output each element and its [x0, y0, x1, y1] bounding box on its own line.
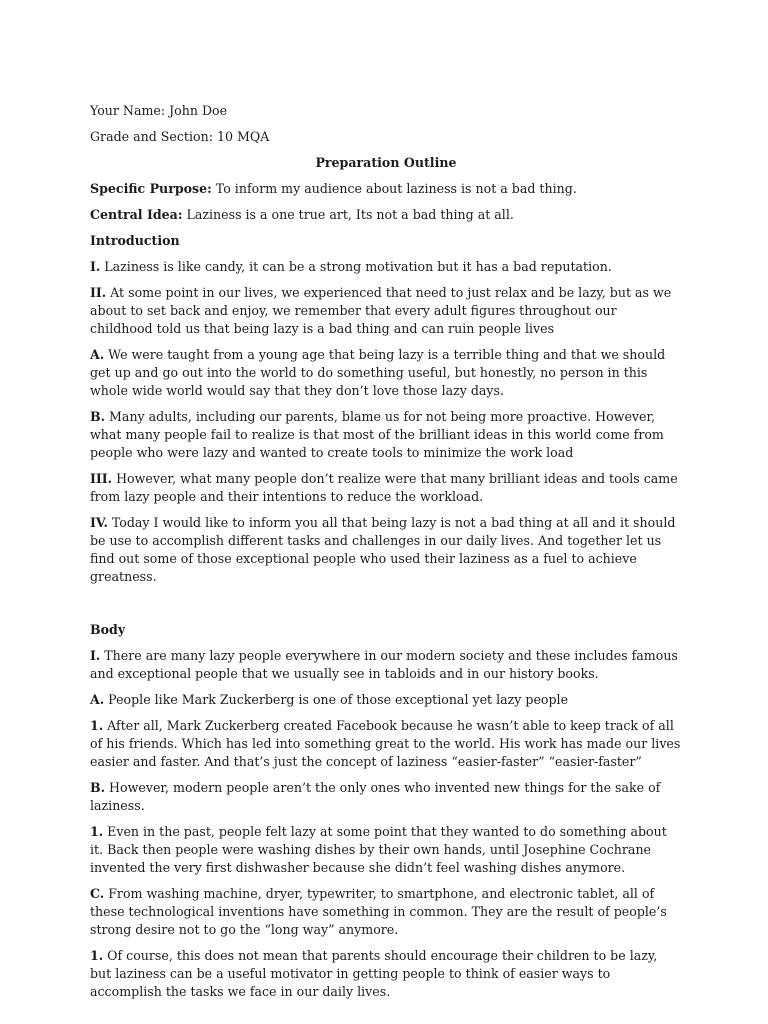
- intro-item-marker: IV.: [90, 515, 108, 530]
- body-item-1: [90, 647, 682, 683]
- intro-item-marker: II.: [90, 285, 107, 300]
- central-idea-text: Laziness is a one true art, Its not a bad thing at all.: [182, 207, 514, 222]
- intro-item-marker: I.: [90, 259, 101, 274]
- central-idea: [90, 206, 682, 224]
- body-item-4: [90, 779, 682, 815]
- grade-section-line: Grade and Section: 10 MQA: [90, 129, 270, 144]
- intro-item-1: [90, 258, 682, 276]
- body-item-marker: 1.: [90, 718, 104, 733]
- central-idea-label: Central Idea:: [90, 207, 183, 222]
- intro-item-marker: A.: [90, 347, 105, 362]
- specific-purpose-label: Specific Purpose:: [90, 181, 212, 196]
- body-item-text: From washing machine, dryer, typewriter, to smartphone, and electronic tablet, all of these technological inventions have something in common. They are the result of people’s strong desire not to go the “long way” anymore.: [90, 886, 667, 937]
- body-item-3: [90, 717, 682, 771]
- body-item-marker: 1.: [90, 948, 104, 963]
- intro-item-text: Laziness is like candy, it can be a strong motivation but it has a bad reputation.: [100, 259, 612, 274]
- body-item-text: However, modern people aren’t the only ones who invented new things for the sake of laziness.: [90, 780, 661, 813]
- intro-item-2: [90, 284, 682, 338]
- body-item-text: There are many lazy people everywhere in our modern society and these includes famous and exceptional people that we usually see in tabloids and in our history books.: [90, 648, 678, 681]
- intro-item-marker: III.: [90, 471, 113, 486]
- document-page: [90, 102, 682, 1009]
- section-spacer: [90, 594, 682, 621]
- body-item-5: [90, 823, 682, 877]
- document-title: Preparation Outline: [315, 155, 457, 170]
- body-item-marker: B.: [90, 780, 106, 795]
- body-item-text: Of course, this does not mean that parents should encourage their children to be lazy, but laziness can be a useful motivator in getting people to think of easier ways to accomplish the tasks we face in our daily lives.: [90, 948, 658, 999]
- body-item-text: People like Mark Zuckerberg is one of those exceptional yet lazy people: [104, 692, 569, 707]
- body-item-text: Even in the past, people felt lazy at some point that they wanted to do something about it. Back then people were washing dishes by their own hands, until Josephine Cochrane invented the very first dishwasher because she didn’t feel washing dishes anymore.: [90, 824, 667, 875]
- introduction-heading: Introduction: [90, 233, 180, 248]
- body-item-7: [90, 947, 682, 1001]
- intro-item-6: [90, 514, 682, 586]
- body-item-marker: A.: [90, 692, 105, 707]
- body-item-text: After all, Mark Zuckerberg created Facebook because he wasn’t able to keep track of all of his friends. Which has led into something great to the world. His work has made our lives easier and faster. And that’s just the concept of laziness “easier-faster” “easier-faster”: [90, 718, 681, 769]
- intro-item-text: Many adults, including our parents, blame us for not being more proactive. However, what many people fail to realize is that most of the brilliant ideas in this world come from people who were lazy and wanted to create tools to minimize the work load: [90, 409, 664, 460]
- intro-item-text: We were taught from a young age that being lazy is a terrible thing and that we should get up and go out into the world to do something useful, but honestly, no person in this whole wide world would say that they don’t love those lazy days.: [90, 347, 666, 398]
- intro-item-text: However, what many people don’t realize were that many brilliant ideas and tools came from lazy people and their intentions to reduce the workload.: [90, 471, 678, 504]
- body-heading: Body: [90, 622, 126, 637]
- intro-item-4: [90, 408, 682, 462]
- student-name-line: Your Name: John Doe: [90, 103, 228, 118]
- body-item-marker: I.: [90, 648, 101, 663]
- specific-purpose: [90, 180, 682, 198]
- intro-item-5: [90, 470, 682, 506]
- body-item-6: [90, 885, 682, 939]
- specific-purpose-text: To inform my audience about laziness is not a bad thing.: [211, 181, 577, 196]
- body-item-marker: 1.: [90, 824, 104, 839]
- intro-item-text: Today I would like to inform you all that being lazy is not a bad thing at all and it should be use to accomplish different tasks and challenges in our daily lives. And together let us find out some of those exceptional people who used their laziness as a fuel to achieve greatness.: [90, 515, 676, 584]
- body-item-2: [90, 691, 682, 709]
- intro-item-3: [90, 346, 682, 400]
- intro-item-marker: B.: [90, 409, 106, 424]
- body-item-marker: C.: [90, 886, 105, 901]
- intro-item-text: At some point in our lives, we experienced that need to just relax and be lazy, but as we about to set back and enjoy, we remember that every adult figures throughout our childhood told us that being lazy is a bad thing and can ruin people lives: [90, 285, 672, 336]
